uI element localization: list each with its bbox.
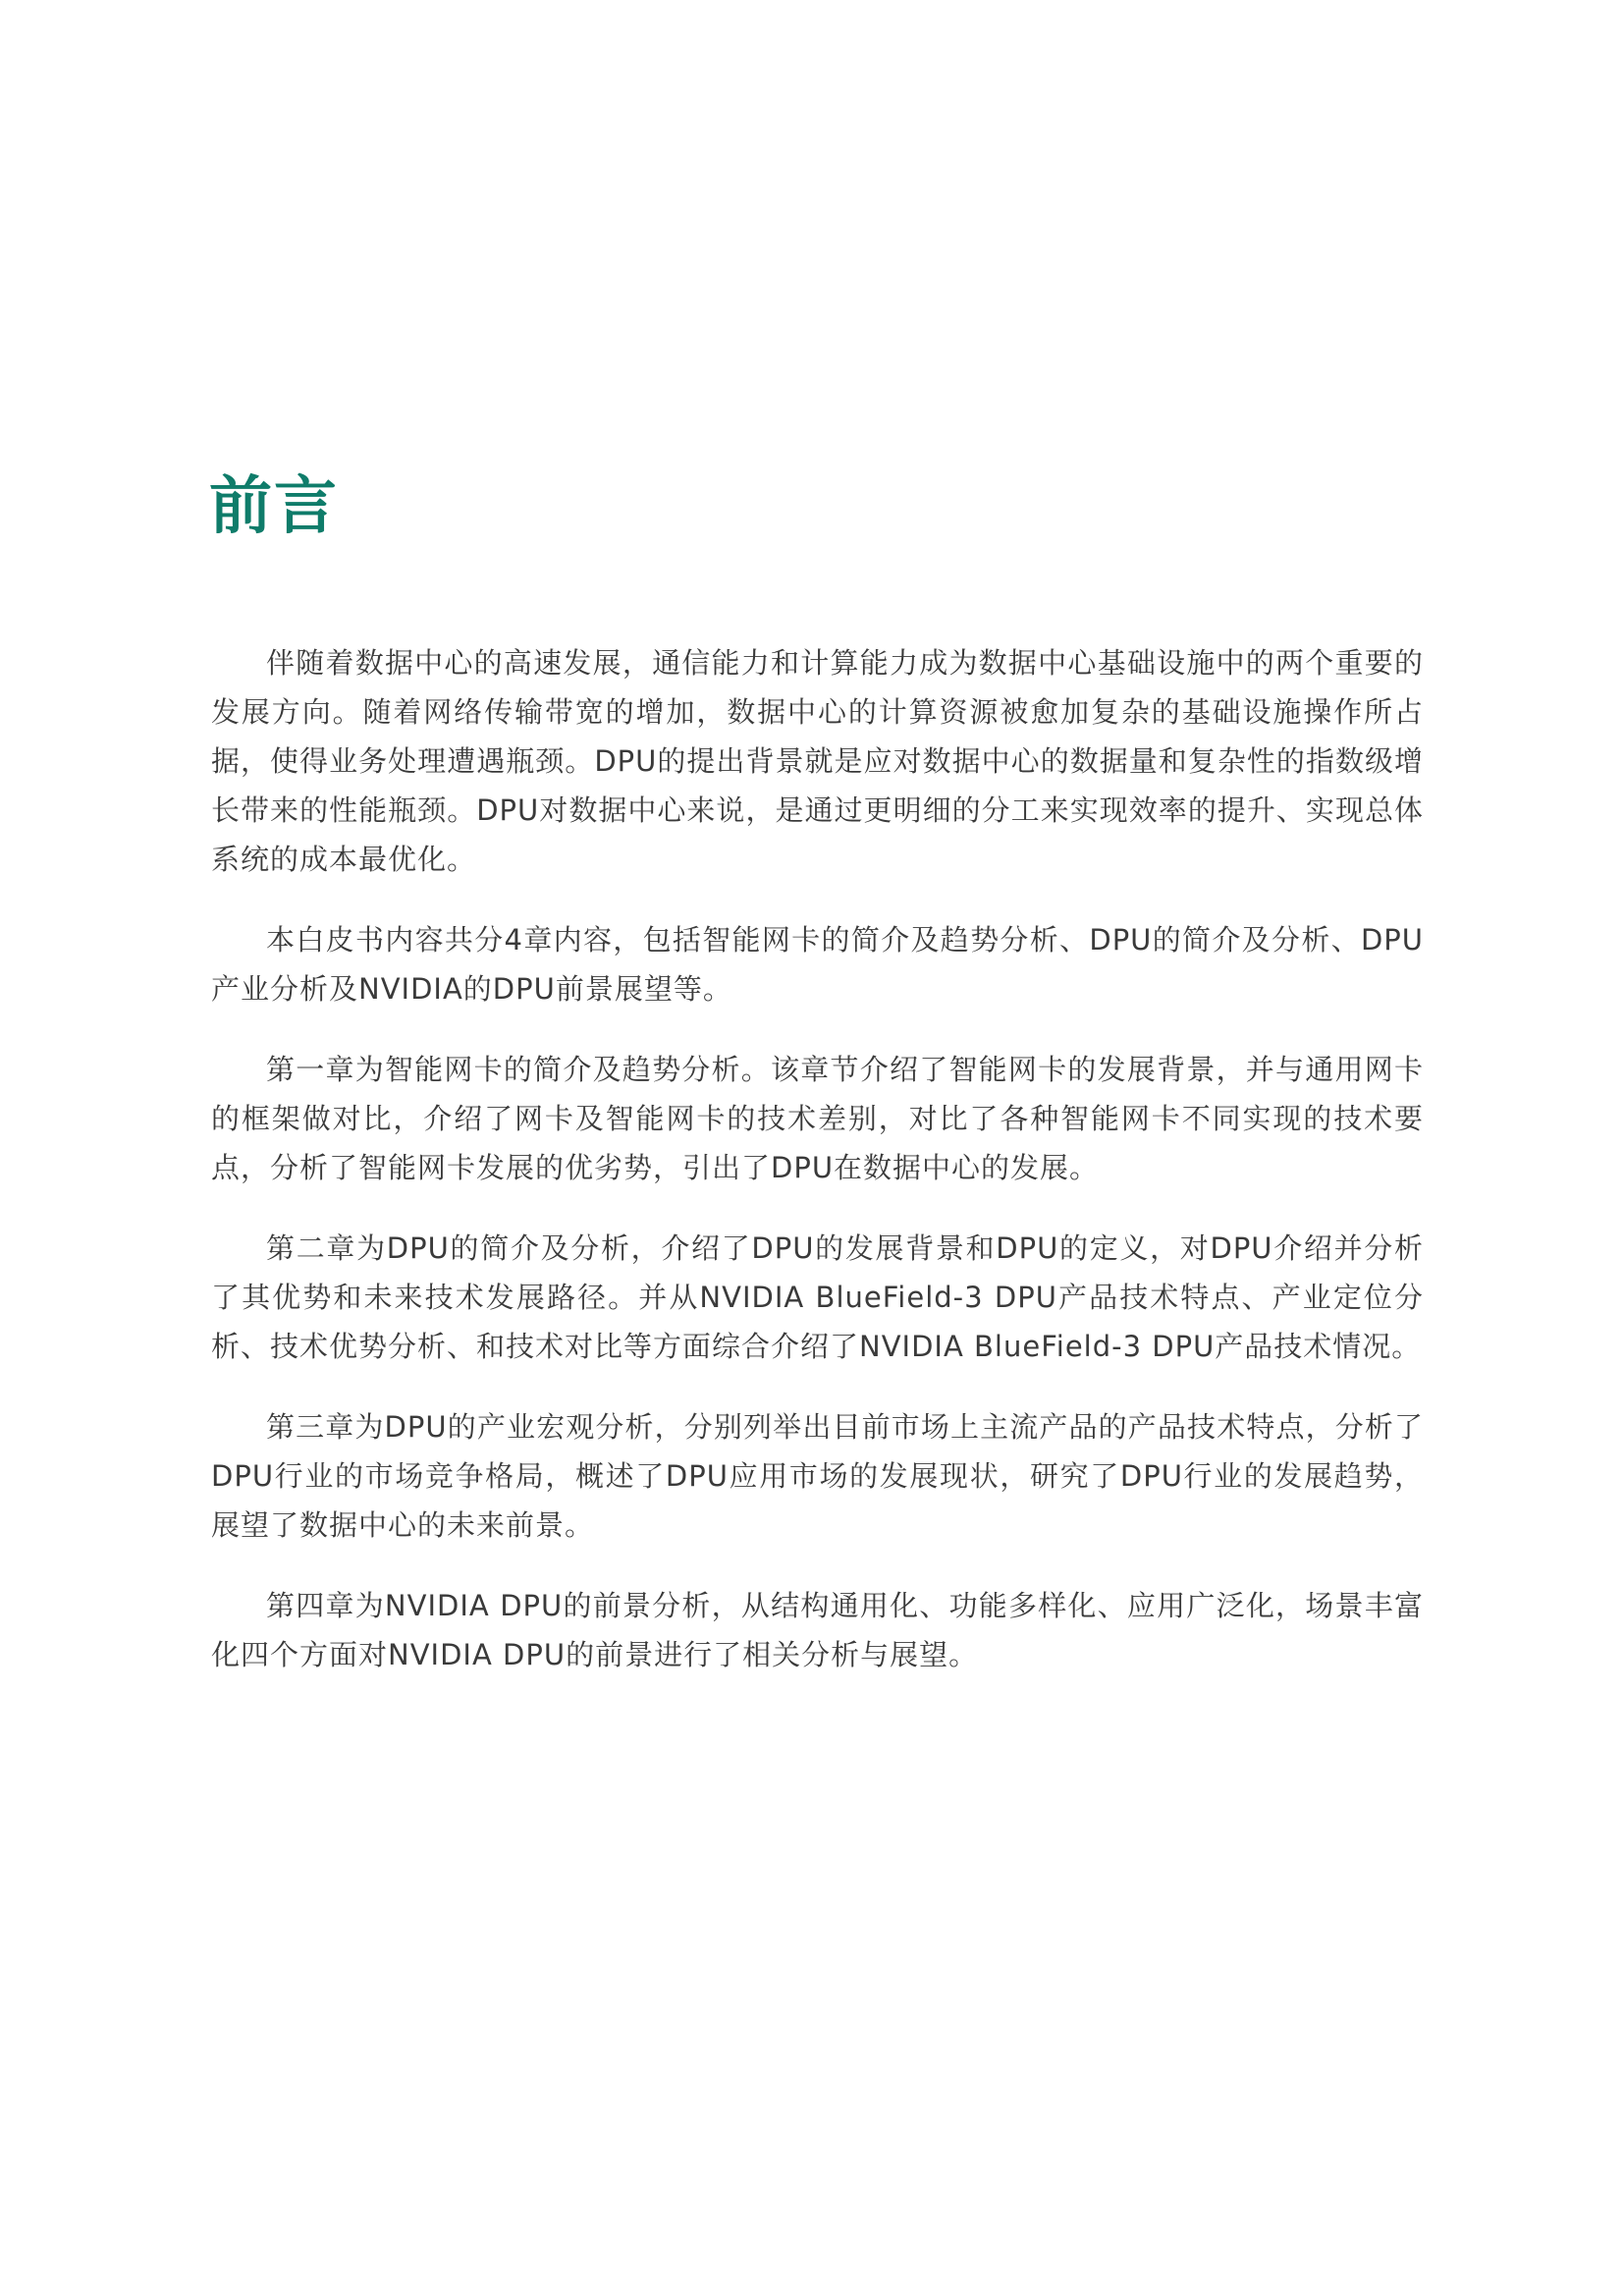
paragraph-intro: 伴随着数据中心的高速发展，通信能力和计算能力成为数据中心基础设施中的两个重要的发展方向。随着网络传输带宽的增加，数据中心的计算资源被愈加复杂的基础设施操作所占据，使得业务处理遭遇瓶颈。DPU的提出背景就是应对数据中心的数据量和复杂性的指数级增长带来的性能瓶颈。DPU对数据中心来说，是通过更明细的分工来实现效率的提升、实现总体系统的成本最优化。: [211, 646, 1424, 876]
paragraph-chapter-3: 第三章为DPU的产业宏观分析，分别列举出目前市场上主流产品的产品技术特点，分析了DPU行业的市场竞争格局，概述了DPU应用市场的发展现状，研究了DPU行业的发展趋势，展望了数据中心的未来前景。: [211, 1410, 1424, 1542]
paragraph-chapter-4: 第四章为NVIDIA DPU的前景分析，从结构通用化、功能多样化、应用广泛化，场景丰富化四个方面对NVIDIA DPU的前景进行了相关分析与展望。: [211, 1589, 1424, 1671]
paragraph-overview: 本白皮书内容共分4章内容，包括智能网卡的简介及趋势分析、DPU的简介及分析、DPU产业分析及NVIDIA的DPU前景展望等。: [211, 923, 1424, 1006]
preface-body: [211, 638, 1424, 1711]
paragraph-chapter-1: 第一章为智能网卡的简介及趋势分析。该章节介绍了智能网卡的发展背景，并与通用网卡的框架做对比，介绍了网卡及智能网卡的技术差别，对比了各种智能网卡不同实现的技术要点，分析了智能网卡发展的优劣势，引出了DPU在数据中心的发展。: [211, 1053, 1424, 1184]
page-title: 前言: [209, 470, 339, 543]
paragraph-chapter-2: 第二章为DPU的简介及分析，介绍了DPU的发展背景和DPU的定义，对DPU介绍并分析了其优势和未来技术发展路径。并从NVIDIA BlueField-3 DPU产品技术特点、产业定位分析、技术优势分析、和技术对比等方面综合介绍了NVIDIA BlueField-3 DPU产品技术情况。: [211, 1231, 1424, 1363]
